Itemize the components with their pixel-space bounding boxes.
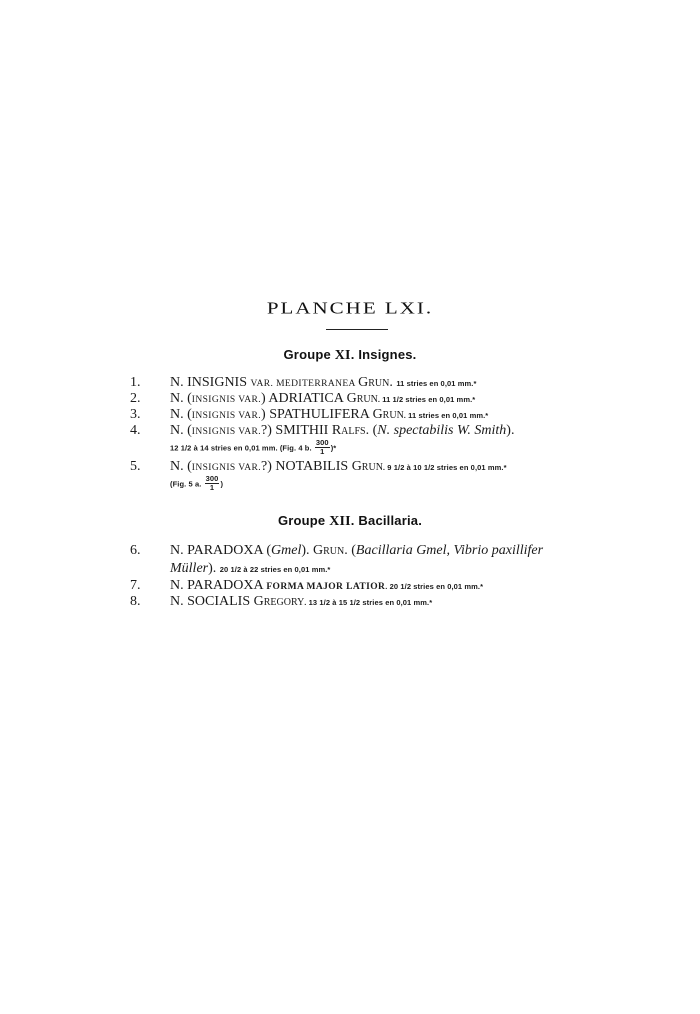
striae-note: . 11 stries en 0,01 mm.* <box>403 411 489 420</box>
taxon-name: ) ADRIATICA <box>261 391 347 406</box>
magnification-fraction <box>205 475 220 492</box>
entry-text <box>170 542 543 560</box>
striae-note: . 11 1/2 stries en 0,01 mm.* <box>377 395 476 404</box>
entry-number: 8. <box>130 594 141 609</box>
taxon-name: N. PARADOXA <box>170 578 267 593</box>
list-item <box>0 391 700 407</box>
author-name: Grun <box>313 543 345 558</box>
striae-note: . 20 1/2 stries en 0,01 mm.* <box>385 582 484 591</box>
list-item-detail <box>0 439 700 457</box>
taxon-name: ?) NOTABILIS <box>261 459 352 474</box>
group-prefix: Groupe <box>283 347 335 362</box>
entry-text <box>170 594 432 611</box>
author-name: Grun <box>351 459 383 474</box>
striae-note: . 9 1/2 à 10 1/2 stries en 0,01 mm.* <box>382 463 507 472</box>
group-heading-xi <box>0 347 700 364</box>
list-item-continuation <box>0 560 700 578</box>
striae-note: 12 1/2 à 14 stries en 0,01 mm. (Fig. 4 b. <box>170 443 314 453</box>
separator: . <box>389 375 397 390</box>
taxon-name: ) SPATHULIFERA <box>261 407 373 422</box>
list-item <box>0 423 700 439</box>
entry-number: 1. <box>130 375 141 390</box>
separator: ). <box>208 561 220 576</box>
variety-name: INSIGNIS VAR. <box>191 427 262 437</box>
forma-name: FORMA MAJOR LATIOR <box>266 582 386 592</box>
entry-detail-text <box>170 475 223 493</box>
striae-note: . 13 1/2 à 15 1/2 stries en 0,01 mm.* <box>304 598 433 607</box>
entry-text <box>170 578 483 595</box>
list-item <box>0 542 700 560</box>
author-abbrev: Gmel <box>271 543 302 558</box>
group-numeral: XI <box>334 348 351 363</box>
entry-text <box>170 391 475 408</box>
synonym: Bacillaria Gmel, Vibrio paxillifer <box>355 543 544 558</box>
figure-reference-end: ) <box>220 479 224 489</box>
author-name: Grun <box>346 391 378 406</box>
group-heading-xii <box>0 513 700 530</box>
separator: ). <box>506 423 515 438</box>
separator: . ( <box>365 423 378 438</box>
entries-group-xi <box>0 375 700 493</box>
variety-name: INSIGNIS VAR. <box>191 411 262 421</box>
plate-title: PLANCHE LXI. <box>266 298 434 318</box>
entry-detail-text <box>170 439 336 457</box>
author-name: Grun <box>358 375 390 390</box>
entry-text <box>170 459 507 476</box>
group-numeral: XII <box>329 514 351 529</box>
entry-text <box>170 423 514 440</box>
separator: ). <box>301 543 314 558</box>
list-item <box>0 594 700 610</box>
separator: . ( <box>344 543 356 558</box>
author-name: Gregory <box>253 594 305 609</box>
taxon-name: ?) SMITHII <box>261 423 332 438</box>
group-suffix: . Bacillaria. <box>350 513 423 528</box>
entry-number: 5. <box>130 459 141 474</box>
group-prefix: Groupe <box>277 513 330 528</box>
entry-number: 7. <box>130 578 141 593</box>
striae-note-end: )* <box>330 443 337 453</box>
author-name: Grun <box>372 407 404 422</box>
synonym: N. spectabilis W. Smith <box>377 423 507 438</box>
title-divider <box>326 329 388 330</box>
magnification-fraction <box>315 439 330 456</box>
author-name: Ralfs <box>331 423 366 438</box>
striae-note: 20 1/2 à 22 stries en 0,01 mm.* <box>219 565 331 574</box>
entry-number: 6. <box>130 543 141 558</box>
fraction-denominator: 1 <box>209 483 215 492</box>
list-item <box>0 375 700 391</box>
entry-text <box>170 375 476 392</box>
list-item <box>0 407 700 423</box>
entry-number: 4. <box>130 423 141 438</box>
taxon-name: N. PARADOXA ( <box>170 543 272 558</box>
fraction-numerator: 300 <box>205 474 219 483</box>
list-item-detail <box>0 475 700 493</box>
entry-number: 3. <box>130 407 141 422</box>
taxon-name: N. INSIGNIS <box>170 375 251 390</box>
taxon-name: N. ( <box>170 459 192 474</box>
list-item <box>0 459 700 475</box>
striae-note: 11 stries en 0,01 mm.* <box>396 379 477 388</box>
group-suffix: . Insignes. <box>350 347 417 362</box>
list-item <box>0 578 700 594</box>
taxon-name: N. ( <box>170 423 192 438</box>
entries-group-xii <box>0 542 700 610</box>
synonym-author: Müller <box>170 561 209 576</box>
taxon-name: N. ( <box>170 391 192 406</box>
variety-name: INSIGNIS VAR. <box>191 395 262 405</box>
entry-text <box>170 407 488 424</box>
taxon-name: N. SOCIALIS <box>170 594 254 609</box>
fraction-numerator: 300 <box>315 438 329 447</box>
fraction-denominator: 1 <box>320 447 325 456</box>
figure-reference: (Fig. 5 a. <box>170 479 204 489</box>
entry-number: 2. <box>130 391 141 406</box>
entry-continuation-text <box>170 560 330 579</box>
taxon-name: N. ( <box>170 407 192 422</box>
variety-name: VAR. MEDITERRANEA <box>250 379 359 389</box>
variety-name: INSIGNIS VAR. <box>191 463 262 473</box>
